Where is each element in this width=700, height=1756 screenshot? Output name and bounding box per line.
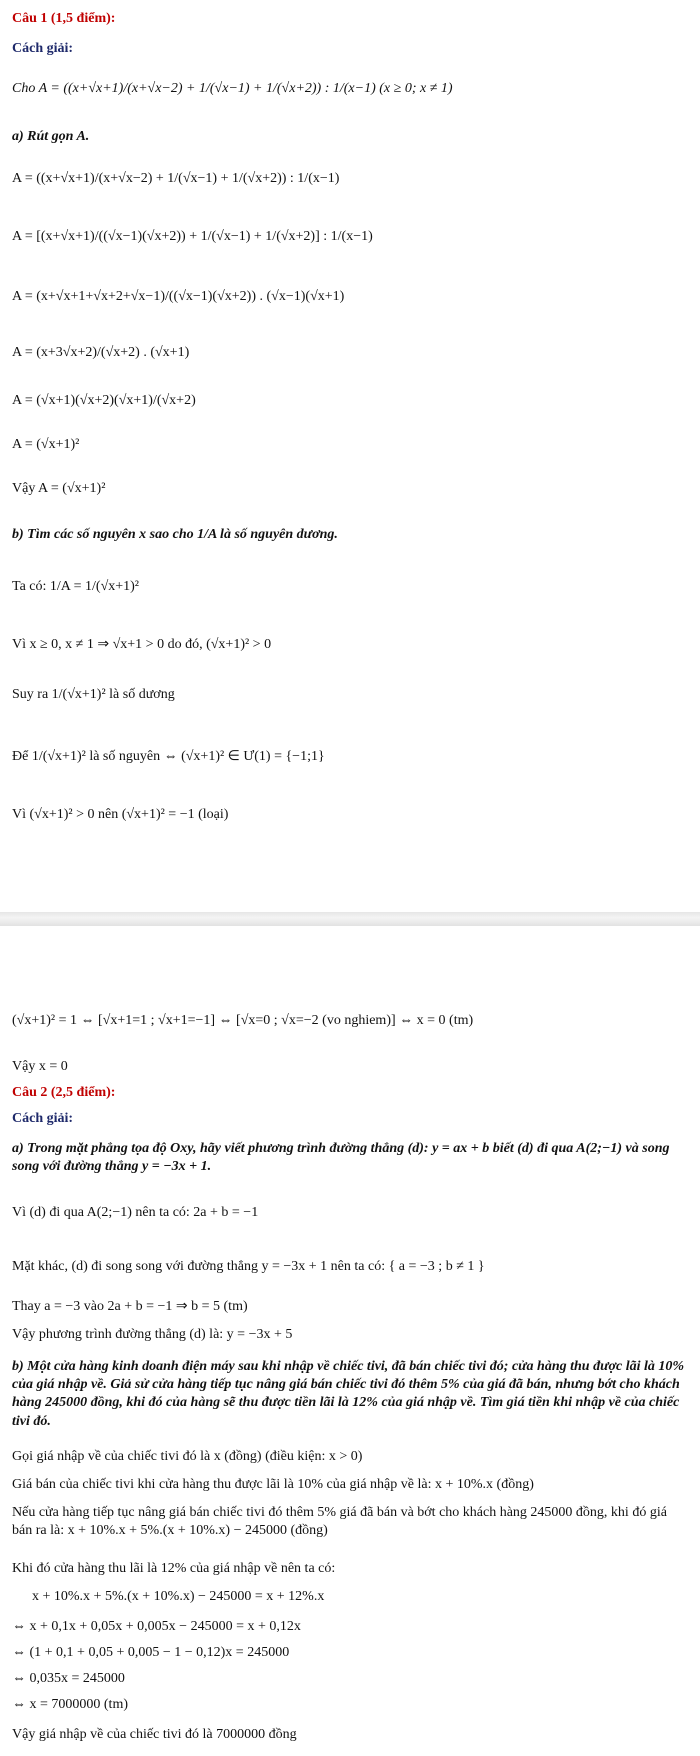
q1-b-step-4: Để 1/(√x+1)² là số nguyên ⇔ (√x+1)² ∈ Ư(1) = {−1;1} xyxy=(12,749,325,764)
q2-b-step-2: Giá bán của chiếc tivi khi cửa hàng thu được lãi là 10% của giá nhập về là: x + 10%.x (đồng) xyxy=(12,1477,534,1492)
q1-a-step-2: A = [(x+√x+1)/((√x−1)(√x+2)) + 1/(√x−1) + 1/(√x+2)] : 1/(x−1) xyxy=(12,229,373,244)
q2-b-step-7: ⇔ (1 + 0,1 + 0,05 + 0,005 − 1 − 0,12)x = 245000 xyxy=(12,1645,290,1660)
q1-a-step-1: A = ((x+√x+1)/(x+√x−2) + 1/(√x−1) + 1/(√x+2)) : 1/(x−1) xyxy=(12,171,340,186)
q1-a-step-6: A = (√x+1)² xyxy=(12,437,80,452)
q2-a-step-2: Mặt khác, (d) đi song song với đường thẳng y = −3x + 1 nên ta có: { a = −3 ; b ≠ 1 } xyxy=(12,1259,485,1274)
q1-b-title: b) Tìm các số nguyên x sao cho 1/A là số nguyên dương. xyxy=(12,527,338,542)
q2-b-step-5: x + 10%.x + 5%.(x + 10%.x) − 245000 = x + 12%.x xyxy=(32,1589,325,1604)
q1-a-step-3: A = (x+√x+1+√x+2+√x−1)/((√x−1)(√x+2)) . (√x−1)(√x+1) xyxy=(12,289,345,304)
q2-b-step-4: Khi đó cửa hàng thu lãi là 12% của giá nhập về nên ta có: xyxy=(12,1561,336,1576)
q2-b-title: b) Một cửa hàng kinh doanh điện máy sau khi nhập về chiếc tivi, đã bán chiếc tivi đó; cửa hàng thu được lãi là 10% của giá nhập về. Giả sử cửa hàng tiếp tục nâng giá bán chiếc tivi đó thêm 5% của giá đã bán, nhưng bớt cho khách hàng 245000 đồng, khi đó của hàng sẽ thu được tiền lãi là 12% của giá nhập về. Tìm giá tiền khi nhập về của chiếc tivi đó. xyxy=(12,1359,685,1429)
q1-given: Cho A = ((x+√x+1)/(x+√x−2) + 1/(√x−1) + 1/(√x+2)) : 1/(x−1) (x ≥ 0; x ≠ 1) xyxy=(12,81,453,96)
q2-b-step-3: Nếu cửa hàng tiếp tục nâng giá bán chiếc tivi đó thêm 5% giá đã bán và bớt cho khách hàng 245000 đồng, khi đó giá bán ra là: x + 10%.x + 5%.(x + 10%.x) − 245000 (đồng) xyxy=(12,1505,667,1538)
q1-b-step-1: Ta có: 1/A = 1/(√x+1)² xyxy=(12,579,140,594)
q1-b-step-7: Vậy x = 0 xyxy=(12,1059,68,1074)
q2-method: Cách giải: xyxy=(12,1111,74,1126)
q1-b-step-5: Vì (√x+1)² > 0 nên (√x+1)² = −1 (loại) xyxy=(12,807,229,822)
q1-b-step-6: (√x+1)² = 1 ⇔ [√x+1=1 ; √x+1=−1] ⇔ [√x=0 ; √x=−2 (vo nghiem)] ⇔ x = 0 (tm) xyxy=(12,1013,474,1028)
q2-b-step-1: Gọi giá nhập về của chiếc tivi đó là x (đồng) (điều kiện: x > 0) xyxy=(12,1449,363,1464)
q2-title: Câu 2 (2,5 điểm): xyxy=(12,1085,116,1100)
q1-a-title: a) Rút gọn A. xyxy=(12,129,90,144)
q2-a-step-4: Vậy phương trình đường thẳng (d) là: y = −3x + 5 xyxy=(12,1327,293,1342)
q1-a-step-7: Vậy A = (√x+1)² xyxy=(12,481,106,496)
q1-a-step-4: A = (x+3√x+2)/(√x+2) . (√x+1) xyxy=(12,345,190,360)
page-break xyxy=(0,912,700,926)
q1-title: Câu 1 (1,5 điểm): xyxy=(12,11,116,26)
q2-b-step-8: ⇔ 0,035x = 245000 xyxy=(12,1671,125,1686)
q2-a-title: a) Trong mặt phẳng tọa độ Oxy, hãy viết phương trình đường thẳng (d): y = ax + b biết (d) đi qua A(2;−1) và song song với đường thẳng y = −3x + 1. xyxy=(12,1141,670,1174)
q2-a-step-1: Vì (d) đi qua A(2;−1) nên ta có: 2a + b = −1 xyxy=(12,1205,259,1220)
q2-b-step-10: Vậy giá nhập về của chiếc tivi đó là 7000000 đồng xyxy=(12,1727,297,1742)
q2-b-step-9: ⇔ x = 7000000 (tm) xyxy=(12,1697,128,1712)
q1-method: Cách giải: xyxy=(12,41,74,56)
q1-a-step-5: A = (√x+1)(√x+2)(√x+1)/(√x+2) xyxy=(12,393,196,408)
q1-b-step-3: Suy ra 1/(√x+1)² là số dương xyxy=(12,687,175,702)
q1-b-step-2: Vì x ≥ 0, x ≠ 1 ⇒ √x+1 > 0 do đó, (√x+1)² > 0 xyxy=(12,637,272,652)
q2-a-step-3: Thay a = −3 vào 2a + b = −1 ⇒ b = 5 (tm) xyxy=(12,1299,248,1314)
q2-b-step-6: ⇔ x + 0,1x + 0,05x + 0,005x − 245000 = x + 0,12x xyxy=(12,1619,301,1634)
